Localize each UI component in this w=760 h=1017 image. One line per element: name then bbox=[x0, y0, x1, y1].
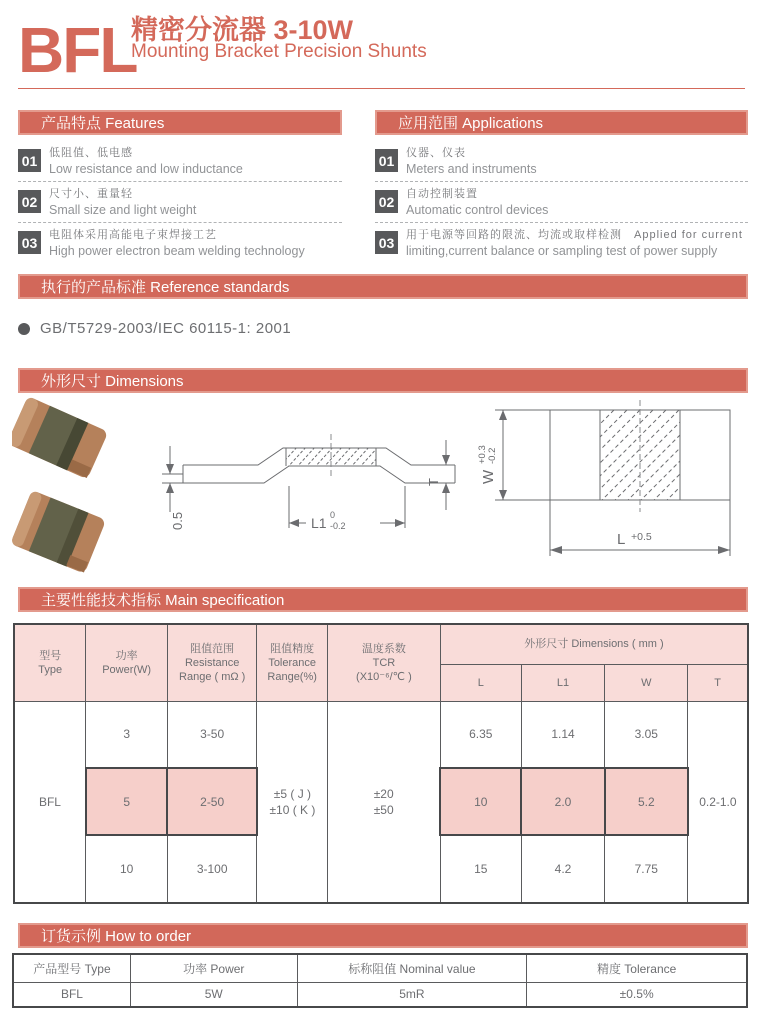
cell-L: 15 bbox=[440, 835, 521, 903]
order-value-type: BFL bbox=[13, 982, 130, 1007]
cell-type: BFL bbox=[14, 701, 86, 903]
product-photo-bottom bbox=[12, 490, 106, 574]
dim-width-tol-top: +0.3 bbox=[477, 445, 488, 464]
order-value-tolerance: ±0.5% bbox=[527, 982, 747, 1007]
features-banner: 产品特点 Features bbox=[18, 110, 342, 135]
dim-l1-label: L1 bbox=[311, 515, 327, 531]
dim-length-label: L bbox=[617, 531, 626, 548]
product-photo-top bbox=[12, 396, 108, 479]
col-header-tolerance: 阻值精度 Tolerance Range(%) bbox=[257, 624, 327, 701]
dimensions-banner: 外形尺寸 Dimensions bbox=[18, 368, 748, 393]
application-text-en: limiting,current balance or sampling test of power supply bbox=[406, 244, 718, 258]
cell-power: 3 bbox=[86, 701, 167, 768]
feature-text-zh: 尺寸小、重量轻 bbox=[49, 188, 133, 200]
feature-item bbox=[18, 228, 342, 263]
application-text-zh: 用于电源等回路的限流、均流或取样检测 Applied for current bbox=[406, 229, 743, 241]
order-col-power: 功率 Power bbox=[130, 954, 297, 982]
cell-W: 5.2 bbox=[605, 768, 688, 835]
applications-list bbox=[375, 146, 748, 268]
feature-text-en: Small size and light weight bbox=[49, 203, 197, 217]
spec-table bbox=[13, 623, 749, 904]
dim-width-tol-bottom: -0.2 bbox=[487, 447, 498, 464]
order-value-nominal: 5mR bbox=[297, 982, 527, 1007]
item-number-badge: 03 bbox=[375, 231, 398, 254]
order-col-type: 产品型号 Type bbox=[13, 954, 130, 982]
feature-item bbox=[18, 187, 342, 223]
cell-power: 10 bbox=[86, 835, 167, 903]
order-col-tolerance: 精度 Tolerance bbox=[527, 954, 747, 982]
cell-tolerance: ±5 ( J ) ±10 ( K ) bbox=[257, 701, 327, 903]
standards-text: GB/T5729-2003/IEC 60115-1: 2001 bbox=[40, 320, 292, 337]
cell-T: 0.2-1.0 bbox=[688, 701, 748, 903]
spec-row bbox=[14, 701, 748, 768]
application-text-zh: 自动控制装置 bbox=[406, 188, 478, 200]
cell-W: 3.05 bbox=[605, 701, 688, 768]
item-number-badge: 02 bbox=[18, 190, 41, 213]
feature-text-zh: 电阻体采用高能电子束焊接工艺 bbox=[49, 229, 217, 241]
page-title-zh: 精密分流器 3-10W bbox=[131, 15, 354, 45]
order-header-row bbox=[13, 954, 747, 982]
dim-l1-tol-bottom: -0.2 bbox=[330, 521, 346, 531]
order-col-nominal: 标称阻值 Nominal value bbox=[297, 954, 527, 982]
cell-L1: 2.0 bbox=[521, 768, 605, 835]
item-number-badge: 01 bbox=[375, 149, 398, 172]
item-number-badge: 03 bbox=[18, 231, 41, 254]
cell-resistance: 2-50 bbox=[167, 768, 257, 835]
dim-width-label: W bbox=[480, 469, 497, 484]
col-header-tcr: 温度系数 TCR (X10⁻⁶/℃ ) bbox=[327, 624, 440, 701]
application-item bbox=[375, 187, 748, 223]
standards-banner: 执行的产品标准 Reference standards bbox=[18, 274, 748, 299]
col-header-T: T bbox=[688, 664, 748, 701]
dim-thickness-label: T bbox=[426, 478, 441, 486]
col-header-resistance: 阻值范围 Resistance Range ( mΩ ) bbox=[167, 624, 257, 701]
col-header-dimensions: 外形尺寸 Dimensions ( mm ) bbox=[440, 624, 748, 664]
feature-item bbox=[18, 146, 342, 182]
item-number-badge: 02 bbox=[375, 190, 398, 213]
application-item bbox=[375, 228, 748, 263]
applications-banner: 应用范围 Applications bbox=[375, 110, 748, 135]
spec-banner: 主要性能技术指标 Main specification bbox=[18, 587, 748, 612]
bullet-icon bbox=[18, 323, 30, 335]
top-view-drawing bbox=[455, 400, 750, 570]
cell-resistance: 3-50 bbox=[167, 701, 257, 768]
cell-tcr: ±20 ±50 bbox=[327, 701, 440, 903]
cell-power: 5 bbox=[86, 768, 167, 835]
cell-W: 7.75 bbox=[605, 835, 688, 903]
order-value-row bbox=[13, 982, 747, 1007]
application-text-en: Automatic control devices bbox=[406, 203, 549, 217]
order-banner: 订货示例 How to order bbox=[18, 923, 748, 948]
col-header-L1: L1 bbox=[521, 664, 605, 701]
dim-step-label: 0.5 bbox=[170, 511, 185, 530]
dim-length-tol: +0.5 bbox=[631, 531, 652, 543]
col-header-type: 型号 Type bbox=[14, 624, 86, 701]
feature-text-en: High power electron beam welding technology bbox=[49, 244, 305, 258]
features-list bbox=[18, 146, 342, 268]
col-header-W: W bbox=[605, 664, 688, 701]
cell-L: 6.35 bbox=[440, 701, 521, 768]
page-title-en: Mounting Bracket Precision Shunts bbox=[131, 41, 427, 62]
product-photo bbox=[12, 396, 142, 586]
application-text-zh: 仪器、仪表 bbox=[406, 147, 466, 159]
header-divider bbox=[18, 88, 745, 89]
feature-text-en: Low resistance and low inductance bbox=[49, 162, 243, 176]
order-table bbox=[12, 953, 748, 1008]
col-header-power: 功率 Power(W) bbox=[86, 624, 167, 701]
order-value-power: 5W bbox=[130, 982, 297, 1007]
dim-l1-tol-top: 0 bbox=[330, 510, 336, 520]
cell-L: 10 bbox=[440, 768, 521, 835]
cell-L1: 4.2 bbox=[521, 835, 605, 903]
col-header-L: L bbox=[440, 664, 521, 701]
standards-item bbox=[18, 320, 291, 337]
brand-logo: BFL bbox=[18, 14, 137, 86]
cell-L1: 1.14 bbox=[521, 701, 605, 768]
item-number-badge: 01 bbox=[18, 149, 41, 172]
feature-text-zh: 低阻值、低电感 bbox=[49, 147, 133, 159]
side-view-drawing bbox=[158, 428, 460, 560]
application-text-en: Meters and instruments bbox=[406, 162, 537, 176]
application-item bbox=[375, 146, 748, 182]
cell-resistance: 3-100 bbox=[167, 835, 257, 903]
